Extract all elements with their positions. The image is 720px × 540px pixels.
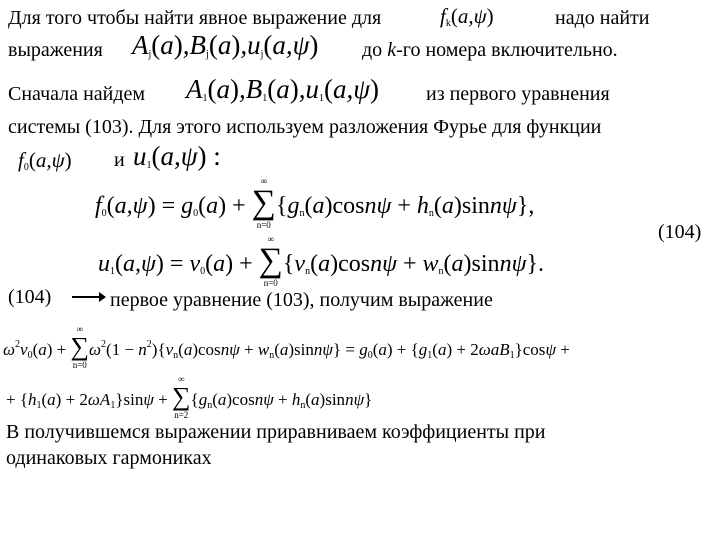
intro-line-3-text: Сначала найдем (8, 83, 146, 105)
intro-line-4-text: системы (103). Для этого используем разложения Фурье для функции (8, 116, 602, 138)
result-equation-line-2: + $\{h_1(a) + 2\omega A_1\}\sin\psi$ + ∞ ∑ n=2 $\{g_n(a)\cos n\psi + h_n(a)\sin n\psi\}$ (6, 374, 373, 420)
substitution-text: первое уравнение (103), получим выражение (110, 289, 493, 311)
right-arrow-icon (72, 296, 100, 298)
conclusion-line-2: одинаковых гармониках (6, 447, 212, 469)
intro-line-2-end: до k-го номера включительно. (362, 39, 618, 61)
fourier-f0-equation: $f_0(a,\psi) = g_0(a)$ + ∞ ∑ n=0 $\{g_n(a)\cos n\psi + h_n(a)\sin n\psi\}$, (95, 176, 535, 230)
intro-line-1-text: Для того чтобы найти явное выражение для (8, 7, 382, 29)
intro-line-1-end: надо найти (555, 7, 650, 29)
and-word: и (114, 149, 125, 171)
equation-number: (104) (658, 221, 702, 243)
a1-b1-u1-expression: $A_1(a),B_1(a),u_1(a,\psi)$ (186, 74, 380, 104)
intro-line-3-end: из первого уравнения (426, 83, 610, 105)
fourier-u1-equation: $u_1(a,\psi) = v_0(a)$ + ∞ ∑ n=0 $\{v_n(a)\cos n\psi + w_n(a)\sin n\psi\}$. (98, 234, 544, 288)
f0-function: $f_0(a,\psi)$ (18, 148, 72, 173)
aj-bj-uj-expression: $A_j(a),B_j(a),u_j(a,\psi)$ (132, 30, 319, 60)
substitution-label: (104) (8, 286, 52, 308)
conclusion-line-1: В получившемся выражении приравниваем коэффициенты при (6, 421, 546, 443)
intro-line-2-text: выражения (8, 39, 103, 61)
u1-function: $u_1(a,\psi)$ : (133, 141, 221, 171)
result-equation-line-1: $\omega^2v_0(a)$ + ∞ ∑ n=0 $\omega^2(1 - n^2)\{v_n(a)\cos n\psi + w_n(a)\sin n\psi\} = g_0(a) + \{g_1(a) + 2\omega aB_1\}\cos\psi$ + (3, 324, 570, 370)
fk-expression: $f_k(a,\psi)$ (440, 4, 494, 29)
